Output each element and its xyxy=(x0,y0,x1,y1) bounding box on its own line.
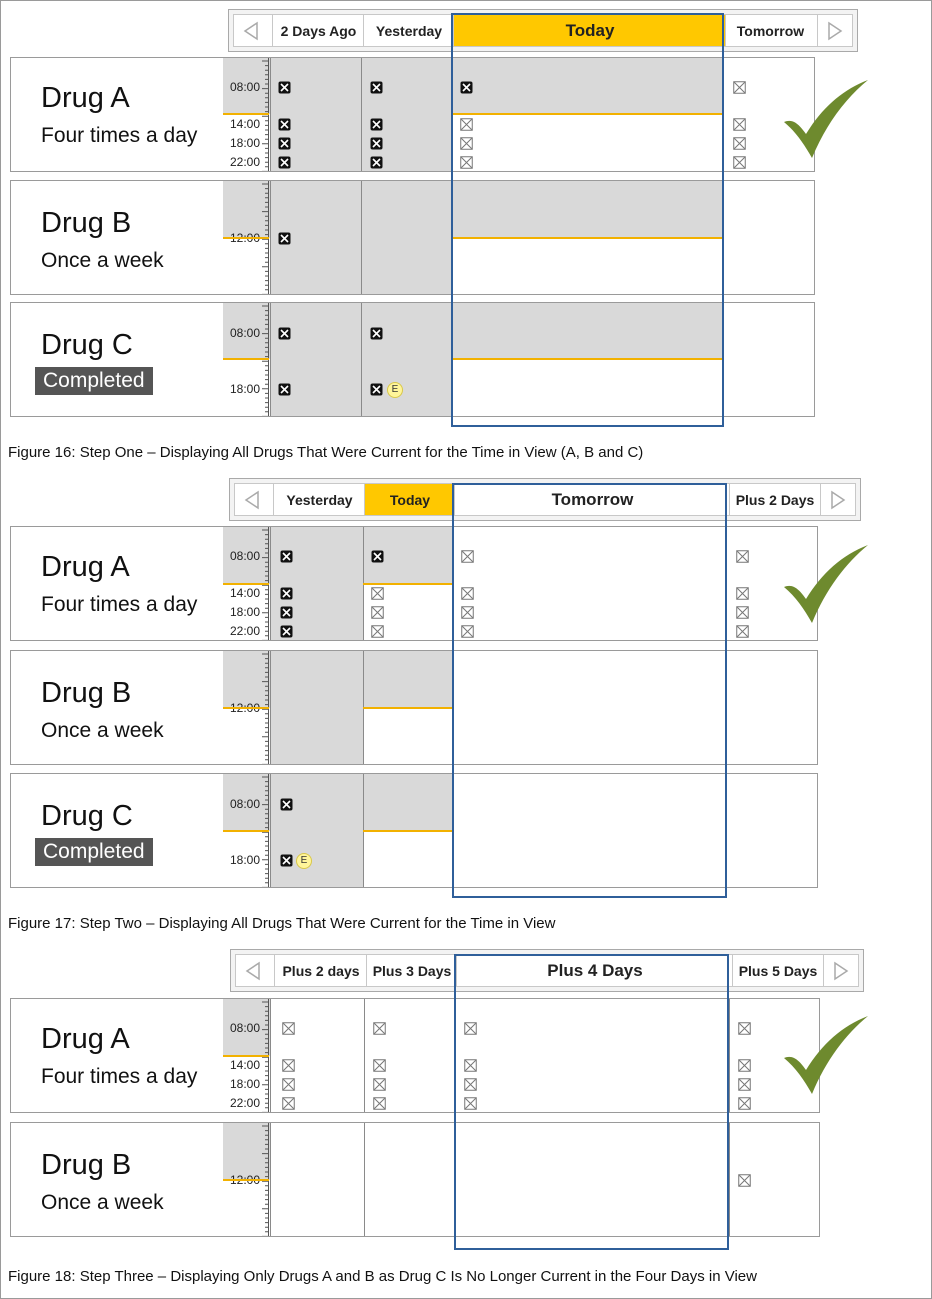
chevron-left-icon xyxy=(245,961,261,981)
day-column xyxy=(270,774,364,887)
next-day-button[interactable] xyxy=(820,484,855,515)
time-label: 18:00 xyxy=(229,1077,260,1091)
dose-taken-icon[interactable] xyxy=(278,156,291,169)
chevron-left-icon xyxy=(244,490,260,510)
drug-name: Drug A xyxy=(41,82,130,114)
next-day-button[interactable] xyxy=(817,15,852,46)
day-column xyxy=(270,527,364,640)
checkmark-icon xyxy=(782,543,870,627)
dose-taken-icon[interactable] xyxy=(278,327,291,340)
dose-scheduled-icon[interactable] xyxy=(373,1078,386,1091)
dose-scheduled-icon[interactable] xyxy=(736,550,749,563)
dose-scheduled-icon[interactable] xyxy=(282,1097,295,1110)
time-label: 08:00 xyxy=(229,797,260,811)
drug-name: Drug A xyxy=(41,1023,130,1055)
day-column xyxy=(270,1123,365,1236)
dose-taken-icon[interactable] xyxy=(280,550,293,563)
dose-taken-icon[interactable] xyxy=(278,81,291,94)
day-column xyxy=(270,303,362,416)
time-label: 18:00 xyxy=(229,136,260,150)
day-column xyxy=(270,651,364,764)
time-label: 18:00 xyxy=(229,853,260,867)
dose-scheduled-icon[interactable] xyxy=(282,1059,295,1072)
dose-taken-icon[interactable] xyxy=(370,137,383,150)
day-header[interactable]: Plus 2 Days xyxy=(729,484,820,515)
dose-scheduled-icon[interactable] xyxy=(282,1078,295,1091)
completed-badge: Completed xyxy=(35,838,153,866)
current-time-line xyxy=(363,583,453,585)
dose-scheduled-icon[interactable] xyxy=(738,1022,751,1035)
next-day-button[interactable] xyxy=(823,955,858,986)
time-label: 14:00 xyxy=(229,117,260,131)
prev-day-button[interactable] xyxy=(236,955,270,986)
dose-scheduled-icon[interactable] xyxy=(738,1078,751,1091)
time-label: 18:00 xyxy=(229,605,260,619)
dose-taken-icon[interactable] xyxy=(278,383,291,396)
day-header[interactable]: Yesterday xyxy=(363,15,454,46)
dose-taken-icon[interactable] xyxy=(280,798,293,811)
chevron-left-icon xyxy=(243,21,259,41)
dose-scheduled-icon[interactable] xyxy=(738,1174,751,1187)
dose-taken-icon[interactable] xyxy=(280,587,293,600)
drug-name: Drug B xyxy=(41,677,132,709)
time-label: 18:00 xyxy=(229,382,260,396)
current-time-line xyxy=(363,707,453,709)
day-header[interactable]: Today xyxy=(364,484,455,515)
day-header[interactable]: 2 Days Ago xyxy=(272,15,364,46)
dose-scheduled-icon[interactable] xyxy=(373,1097,386,1110)
current-view-frame xyxy=(452,483,727,898)
chevron-right-icon xyxy=(833,961,849,981)
dose-scheduled-icon[interactable] xyxy=(733,81,746,94)
dose-taken-icon[interactable] xyxy=(371,550,384,563)
dose-scheduled-icon[interactable] xyxy=(733,156,746,169)
checkmark-icon xyxy=(782,78,870,162)
drug-schedule: Four times a day xyxy=(41,1065,198,1088)
time-label: 14:00 xyxy=(229,586,260,600)
dose-scheduled-icon[interactable] xyxy=(373,1059,386,1072)
dose-taken-icon[interactable] xyxy=(278,137,291,150)
time-label: 08:00 xyxy=(229,326,260,340)
figure-caption: Figure 18: Step Three – Displaying Only Drugs A and B as Drug C Is No Longer Current in the Four Days in View xyxy=(8,1268,757,1285)
day-column xyxy=(361,303,452,416)
chevron-right-icon xyxy=(827,21,843,41)
drug-name: Drug C xyxy=(41,329,133,361)
day-header[interactable]: Plus 5 Days xyxy=(732,955,823,986)
day-header-current[interactable]: Tomorrow xyxy=(454,484,730,515)
day-header-current[interactable]: Plus 4 Days xyxy=(456,955,733,986)
current-view-frame xyxy=(451,13,724,427)
dose-taken-icon[interactable] xyxy=(370,327,383,340)
dose-scheduled-icon[interactable] xyxy=(733,137,746,150)
dose-scheduled-icon[interactable] xyxy=(738,1097,751,1110)
day-column xyxy=(361,181,452,294)
drug-name: Drug B xyxy=(41,207,132,239)
dose-scheduled-icon[interactable] xyxy=(371,625,384,638)
dose-taken-icon[interactable] xyxy=(370,156,383,169)
time-label: 08:00 xyxy=(229,80,260,94)
current-view-frame xyxy=(454,954,729,1250)
dose-scheduled-icon[interactable] xyxy=(373,1022,386,1035)
dose-scheduled-icon[interactable] xyxy=(736,587,749,600)
drug-name: Drug C xyxy=(41,800,133,832)
day-header[interactable]: Yesterday xyxy=(273,484,365,515)
day-column xyxy=(270,999,365,1112)
dose-taken-icon[interactable] xyxy=(370,383,383,396)
day-header[interactable]: Tomorrow xyxy=(725,15,815,46)
time-label: 22:00 xyxy=(229,1096,260,1110)
time-label: 22:00 xyxy=(229,624,260,638)
dose-scheduled-icon[interactable] xyxy=(282,1022,295,1035)
drug-schedule: Once a week xyxy=(41,719,164,742)
dose-scheduled-icon[interactable] xyxy=(371,606,384,619)
figure-caption: Figure 16: Step One – Displaying All Drugs That Were Current for the Time in View (A, B and C) xyxy=(8,444,644,461)
event-note-badge[interactable]: E xyxy=(296,853,312,869)
completed-badge: Completed xyxy=(35,367,153,395)
time-label: 08:00 xyxy=(229,1021,260,1035)
dose-scheduled-icon[interactable] xyxy=(736,606,749,619)
day-column xyxy=(364,999,456,1112)
dose-taken-icon[interactable] xyxy=(280,625,293,638)
current-time-line xyxy=(363,830,453,832)
figure-caption: Figure 17: Step Two – Displaying All Drugs That Were Current for the Time in View xyxy=(8,915,556,932)
time-label: 08:00 xyxy=(229,549,260,563)
dose-taken-icon[interactable] xyxy=(280,854,293,867)
drug-name: Drug A xyxy=(41,551,130,583)
prev-day-button[interactable] xyxy=(235,484,269,515)
chevron-right-icon xyxy=(830,490,846,510)
time-label: 22:00 xyxy=(229,155,260,169)
day-header[interactable]: Plus 2 days xyxy=(274,955,367,986)
dose-taken-icon[interactable] xyxy=(370,81,383,94)
dose-scheduled-icon[interactable] xyxy=(733,118,746,131)
day-column xyxy=(361,58,452,171)
dose-scheduled-icon[interactable] xyxy=(371,587,384,600)
dose-taken-icon[interactable] xyxy=(370,118,383,131)
day-header-current[interactable]: Today xyxy=(453,15,726,46)
drug-schedule: Once a week xyxy=(41,249,164,272)
drug-schedule: Once a week xyxy=(41,1191,164,1214)
event-note-badge[interactable]: E xyxy=(387,382,403,398)
time-label: 14:00 xyxy=(229,1058,260,1072)
time-axis-ticks xyxy=(223,303,269,417)
dose-taken-icon[interactable] xyxy=(280,606,293,619)
dose-taken-icon[interactable] xyxy=(278,232,291,245)
drug-schedule: Four times a day xyxy=(41,593,198,616)
day-header[interactable]: Plus 3 Days xyxy=(366,955,457,986)
checkmark-icon xyxy=(782,1014,870,1098)
prev-day-button[interactable] xyxy=(234,15,268,46)
drug-name: Drug B xyxy=(41,1149,132,1181)
day-column xyxy=(364,1123,456,1236)
drug-schedule: Four times a day xyxy=(41,124,198,147)
day-column xyxy=(270,58,362,171)
dose-taken-icon[interactable] xyxy=(278,118,291,131)
dose-scheduled-icon[interactable] xyxy=(738,1059,751,1072)
dose-scheduled-icon[interactable] xyxy=(736,625,749,638)
